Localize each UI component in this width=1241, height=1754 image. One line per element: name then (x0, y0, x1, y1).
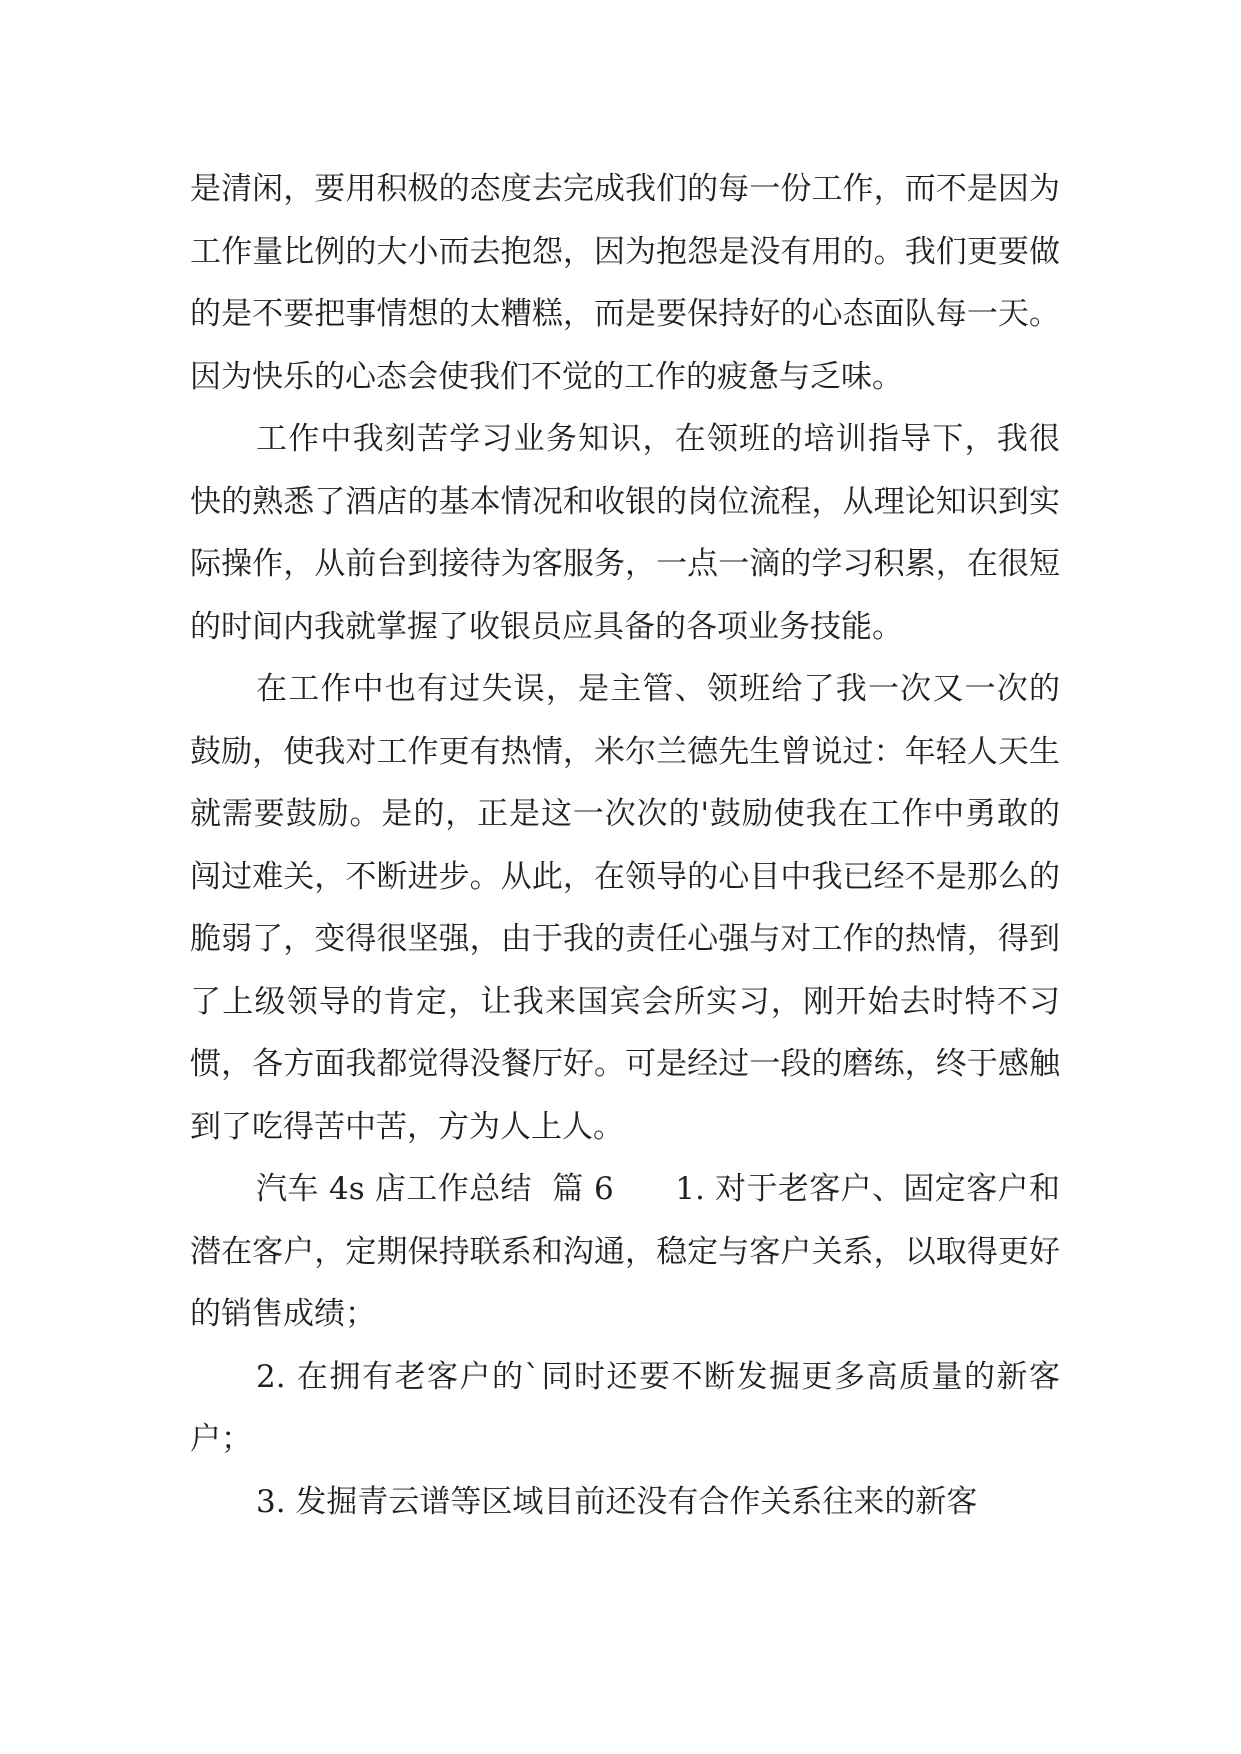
list-item-3: 3. 发掘青云谱等区域目前还没有合作关系往来的新客 (256, 1483, 978, 1520)
paragraph-1: 是清闲，要用积极的态度去完成我们的每一份工作，而不是因为工作量比例的大小而去抱怨，因为抱怨是没有用的。我们更要做的是不要把事情想的太糟糕，而是要保持好的心态面队每一天。因为快乐的心态会使我们不觉的工作的疲惫与乏味。 (190, 171, 1060, 395)
list-item-2: 2. 在拥有老客户的`同时还要不断发掘更多高质量的新客户； (190, 1358, 1060, 1457)
paragraph-3: 在工作中也有过失误，是主管、领班给了我一次又一次的鼓励，使我对工作更有热情，米尔兰德先生曾说过：年轻人天生就需要鼓励。是的，正是这一次次的'鼓励使我在工作中勇敢的闯过难关，不断进步。从此，在领导的心目中我已经不是那么的脆弱了，变得很坚强，由于我的责任心强与对工作的热情，得到了上级领导的肯定，让我来国宾会所实习，刚开始去时特不习惯，各方面我都觉得没餐厅好。可是经过一段的磨练，终于感触到了吃得苦中苦，方为人上人。 (190, 671, 1060, 1145)
paragraph-2: 工作中我刻苦学习业务知识，在领班的培训指导下，我很快的熟悉了酒店的基本情况和收银的岗位流程，从理论知识到实际操作，从前台到接待为客服务，一点一滴的学习积累，在很短的时间内我就掌握了收银员应具备的各项业务技能。 (190, 421, 1060, 645)
document-body (190, 158, 1060, 1533)
paragraph-section-6: 汽车 4s 店工作总结 篇 6 1. 对于老客户、固定客户和潜在客户，定期保持联系和沟通，稳定与客户关系，以取得更好的销售成绩； (190, 1171, 1060, 1332)
